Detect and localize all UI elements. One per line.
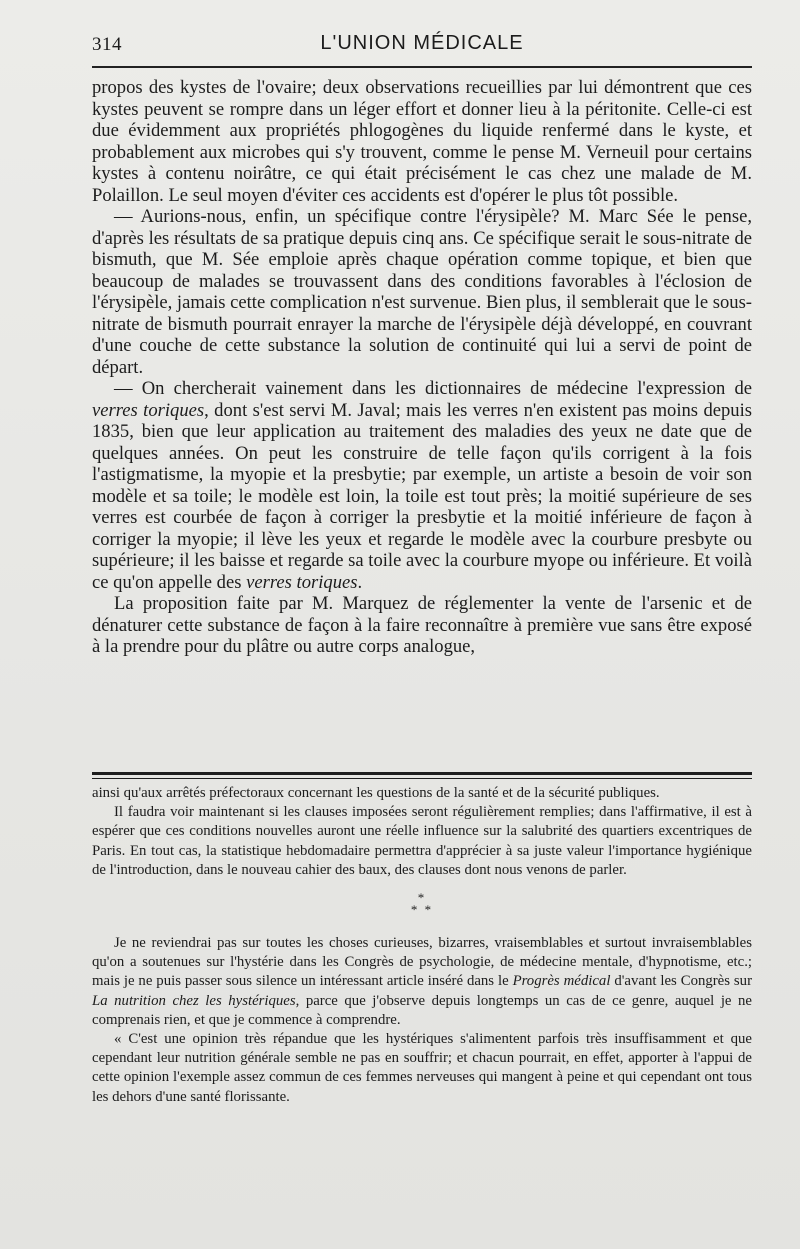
toric-text-3: . xyxy=(357,571,363,593)
feuilleton-paragraph-clauses: Il faudra voir maintenant si les clauses imposées seront régulièrement remplies; dans l'affirmative, il est à espérer que ces conditions nouvelles auront une réelle influence sur la salubrité des quartiers excentriques de Paris. En tout cas, la statistique hebdomadaire permettra d'apprécier à sa juste valeur l'importance hygiénique de l'introduction, dans le nouveau cahier des baux, des clauses dont nous venons de parler. xyxy=(92,804,752,878)
running-title: L'UNION MÉDICALE xyxy=(320,32,524,54)
asterism-divider xyxy=(92,892,752,916)
article-title: La nutrition chez les hystériques xyxy=(92,992,296,1009)
toric-term-2: verres toriques xyxy=(246,571,358,593)
page-number: 314 xyxy=(92,34,122,55)
asterism-bottom: * * xyxy=(410,902,434,918)
feuilleton-column xyxy=(92,784,752,1107)
page-header xyxy=(92,30,752,60)
asterism-top: * xyxy=(417,890,427,906)
body-paragraph-erysipelas: — Aurions-nous, enfin, un spécifique contre l'érysipèle? M. Marc Sée le pense, d'après les résultats de sa pratique depuis cinq ans. Ce spécifique serait le sous-nitrate de bismuth, que M. Sée emploie après chaque opération comme topique, et bien que beaucoup de malades se trouvassent dans des conditions favorables à l'éclosion de l'érysipèle, jamais cette complication n'est survenue. Bien plus, il semblerait que le sous-nitrate de bismuth pourrait enrayer la marche de l'érysipèle déjà développé, en couvrant d'une couche de cette substance la solution de continuité qui lui a servi de point de départ. xyxy=(92,206,752,378)
body-paragraph-ovarian-cysts: propos des kystes de l'ovaire; deux observations recueillies par lui démontrent que ces kystes peuvent se rompre dans un léger effort et donner lieu à la péritonite. Celle-ci est due évidemment aux propriétés phlogogènes du liquide renfermé dans le kyste, et probablement aux microbes qui s'y trouvent, comme le pense M. Verneuil pour certains kystes à contenu noirâtre, ce qui était précisément le cas chez une malade de M. Polaillon. Le seul moyen d'éviter ces accidents est d'opérer le plus tôt possible. xyxy=(92,77,752,206)
body-paragraph-arsenic: La proposition faite par M. Marquez de réglementer la vente de l'arsenic et de dénaturer cette substance de façon à la faire reconnaître à première vue sans être exposé à la prendre pour du plâtre ou autre corps analogue, xyxy=(92,593,752,657)
body-paragraph-toric-lenses xyxy=(92,378,752,593)
toric-term-1: verres toriques xyxy=(92,399,205,421)
feuilleton-paragraph-prefectoral: ainsi qu'aux arrêtés préfectoraux concernant les questions de la santé et de la sécurité publiques. xyxy=(92,785,660,801)
feuilleton-paragraph-quote: « C'est une opinion très répandue que les hystériques s'alimentent parfois très insuffisamment et que cependant leur nutrition générale semble ne pas en souffrir; et chacun pourrait, en effet, apporter à l'appui de cette opinion l'exemple assez commun de ces femmes nerveuses qui mangent à peine et qui cependant ont tous les dehors d'une santé florissante. xyxy=(92,1031,752,1105)
toric-text-1: — On chercherait vainement dans les dictionnaires de médecine l'expression de xyxy=(114,378,752,399)
toric-text-2: , dont s'est servi M. Javal; mais les verres n'en existent pas moins depuis 1835, bien que leur application au traitement des maladies des yeux ne date que de quelques années. On peut les construire de telle façon qu'ils corrigent à la fois l'astigmatisme, la myopie et la presbytie; par exemple, un artiste a besoin de voir son modèle et sa toile; le modèle est loin, la toile est tout près; la moitié supérieure de ses verres est courbée de façon à corriger la presbytie et la moitié inférieure de façon à corriger la myopie; il lève les yeux et regarde le modèle avec la courbure presbyte ou supérieure; il les baisse et regarde sa toile avec la courbure myope ou inférieure. Et voilà ce qu'on appelle des xyxy=(92,399,752,593)
feuilleton-separator xyxy=(92,772,752,779)
hysteria-text-2: d'avant les Congrès sur xyxy=(610,973,753,990)
feuilleton-paragraph-hysteria xyxy=(92,934,752,1030)
main-column xyxy=(92,77,752,658)
journal-title: Progrès médical xyxy=(512,973,611,990)
hysteria-text-1: Je ne reviendrai pas sur toutes les choses curieuses, bizarres, vraisemblables et surtout invraisemblables qu'on a soutenues sur l'hystérie dans les Congrès de psychologie, de médecine mentale, d'hypnotisme, etc.; mais je ne puis passer sous silence un intéressant article inséré dans le xyxy=(92,935,752,990)
hysteria-text-3: , parce que j'observe depuis longtemps un cas de ce genre, auquel je ne comprenais rien, et que je commence à comprendre. xyxy=(92,992,752,1028)
header-rule xyxy=(92,66,752,68)
